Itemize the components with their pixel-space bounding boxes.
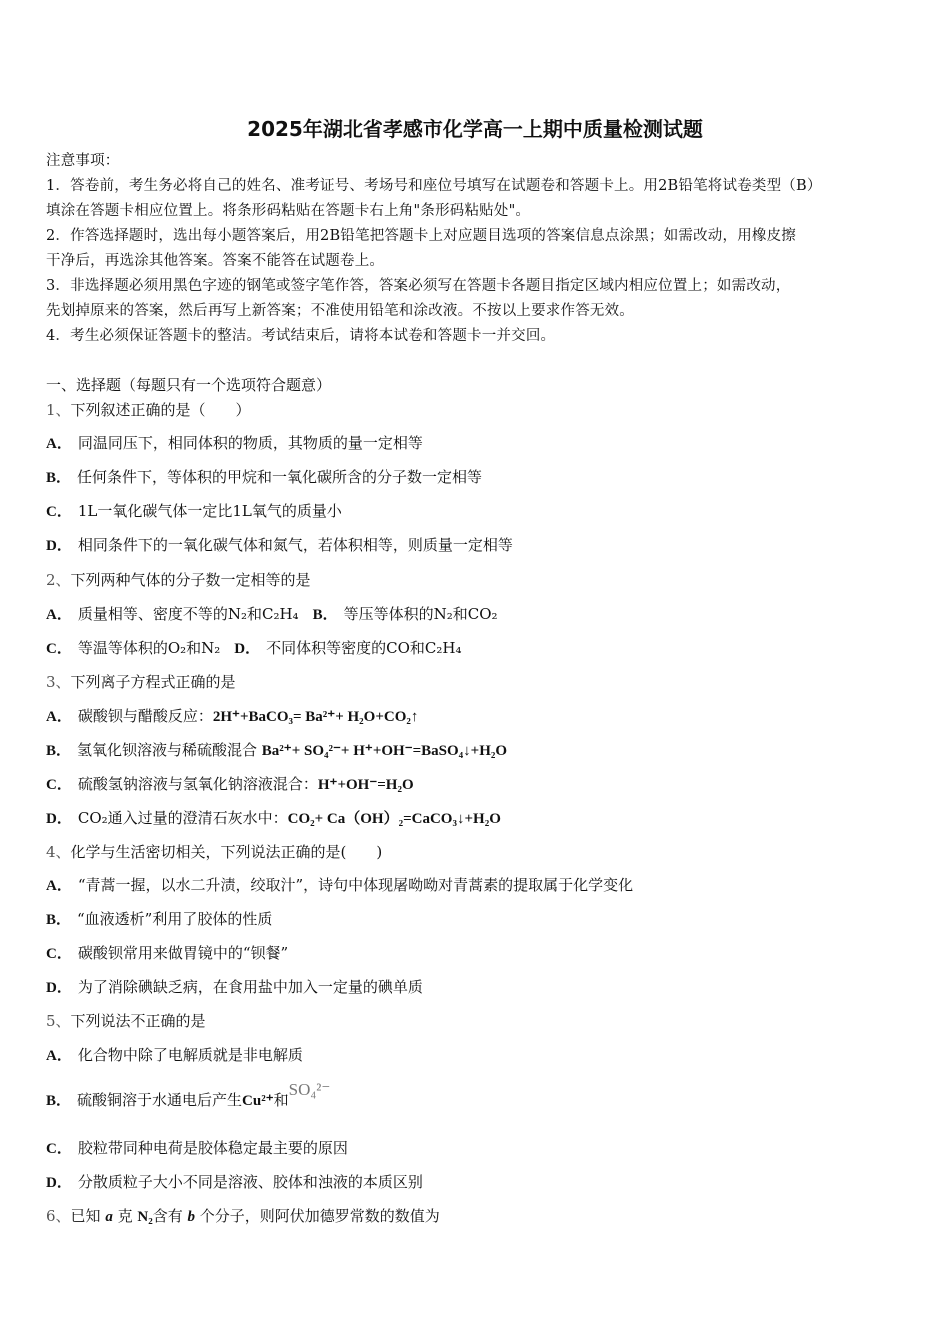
option — [46, 433, 423, 454]
question-number: 4、 — [46, 843, 71, 861]
note-line: 3．非选择题必须用黑色字迹的钢笔或签字笔作答，答案必须写在答题卡各题目指定区域内相应位置上；如需改动， — [46, 278, 791, 294]
question-text: 已知 — [70, 1207, 106, 1225]
option-text: 相同条件下的一氧化碳气体和氮气，若体积相等，则质量一定相等 — [77, 536, 513, 554]
option-label: A． — [46, 607, 72, 623]
notes-heading: 注意事项： — [46, 153, 120, 169]
question-2-stem — [46, 570, 311, 590]
note-line: 干净后，再选涂其他答案。答案不能答在试题卷上。 — [46, 253, 385, 269]
option-row — [46, 638, 462, 659]
option-text: 1L一氧化碳气体一定比1L氧气的质量小 — [77, 502, 342, 520]
option — [46, 1080, 331, 1111]
option-label: D． — [46, 1175, 72, 1191]
variable-b: b — [187, 1209, 195, 1225]
chemical-equation: 2H⁺+BaCO₃= Ba²⁺+ H₂O+CO₂↑ — [212, 709, 419, 725]
question-text: 个分子，则阿伏加德罗常数的数值为 — [195, 1207, 440, 1225]
option-text: 碳酸钡常用来做胃镜中的“钡餐” — [77, 944, 289, 962]
question-5-stem — [46, 1011, 206, 1031]
option — [46, 1138, 348, 1159]
note-line: 1．答卷前，考生务必将自己的姓名、准考证号、考场号和座位号填写在试题卷和答题卡上。用2B铅笔将试卷类型（B） — [46, 178, 822, 194]
option-label: C． — [46, 641, 72, 657]
question-text: 克 — [112, 1207, 138, 1225]
option-label: C． — [46, 1141, 72, 1157]
chemical-formula: Cu²⁺ — [242, 1093, 274, 1109]
option-label: C． — [46, 504, 72, 520]
question-number: 5、 — [46, 1012, 71, 1030]
page-title: 2025年湖北省孝感市化学高一上期中质量检测试题 — [247, 117, 703, 141]
sulfate-formula-image: SO₄²⁻ — [288, 1080, 331, 1099]
question-6-stem — [46, 1206, 440, 1227]
variable-a: a — [105, 1209, 113, 1225]
option-text: 等压等体积的N₂和CO₂ — [343, 605, 498, 623]
question-text: 下列说法不正确的是 — [70, 1012, 206, 1030]
question-text: 下列离子方程式正确的是 — [70, 673, 236, 691]
option — [46, 467, 482, 488]
note-line: 填涂在答题卡相应位置上。将条形码粘贴在答题卡右上角"条形码粘贴处"。 — [46, 203, 531, 219]
option-label: A． — [46, 878, 72, 894]
question-3-stem — [46, 672, 236, 692]
option-text: 不同体积等密度的CO和C₂H₄ — [266, 639, 462, 657]
question-text: 化学与生活密切相关，下列说法正确的是( ) — [70, 843, 383, 861]
question-number: 3、 — [46, 673, 71, 691]
option-text: 等温等体积的O₂和N₂ — [77, 639, 221, 657]
option-text: 为了消除碘缺乏病，在食用盐中加入一定量的碘单质 — [77, 978, 423, 996]
chemical-equation: CO₂+ Ca（OH）₂=CaCO₃↓+H₂O — [287, 811, 501, 827]
option-label: D． — [46, 538, 72, 554]
option-label: B． — [46, 470, 72, 486]
option-text: “血液透析”利用了胶体的性质 — [77, 910, 273, 928]
option-label: B． — [46, 1093, 72, 1109]
option-text: CO₂通入过量的澄清石灰水中： — [77, 809, 288, 827]
option-label: D． — [234, 641, 261, 657]
option — [46, 501, 342, 522]
note-line: 4．考生必须保证答题卡的整洁。考试结束后，请将本试卷和答题卡一并交回。 — [46, 328, 556, 344]
option — [46, 1172, 423, 1193]
option — [46, 977, 423, 998]
option-text: 化合物中除了电解质就是非电解质 — [77, 1046, 303, 1064]
option-label: C． — [46, 777, 72, 793]
option-text: 和 — [273, 1091, 289, 1109]
option-text: 碳酸钡与醋酸反应： — [77, 707, 213, 725]
question-text: 下列叙述正确的是（ ） — [70, 401, 251, 419]
chemical-equation: Ba²⁺+ SO₄²⁻+ H⁺+OH⁻=BaSO₄↓+H₂O — [261, 743, 508, 759]
option-text: 硫酸铜溶于水通电后产生 — [77, 1091, 243, 1109]
question-text: 下列两种气体的分子数一定相等的是 — [70, 571, 311, 589]
option-text: 任何条件下，等体积的甲烷和一氧化碳所含的分子数一定相等 — [77, 468, 483, 486]
option — [46, 740, 507, 761]
option-label: D． — [46, 811, 72, 827]
question-number: 6、 — [46, 1207, 71, 1225]
option — [46, 875, 633, 896]
option-text: 胶粒带同种电荷是胶体稳定最主要的原因 — [77, 1139, 348, 1157]
option — [46, 706, 418, 727]
option-text: 硫酸氢钠溶液与氢氧化钠溶液混合： — [77, 775, 318, 793]
question-text: 含有 — [152, 1207, 188, 1225]
option — [46, 943, 288, 964]
option — [46, 909, 272, 930]
option-label: A． — [46, 436, 72, 452]
option-text: 同温同压下，相同体积的物质，其物质的量一定相等 — [77, 434, 423, 452]
option — [46, 1045, 303, 1066]
chemical-formula: N₂ — [137, 1209, 153, 1225]
option-label: B． — [46, 743, 72, 759]
option-label: C． — [46, 946, 72, 962]
note-line: 先划掉原来的答案，然后再写上新答案；不准使用铅笔和涂改液。不按以上要求作答无效。 — [46, 303, 634, 319]
section-heading: 一、选择题（每题只有一个选项符合题意） — [46, 376, 332, 394]
option-label: A． — [46, 1048, 72, 1064]
option-text: 质量相等、密度不等的N₂和C₂H₄ — [77, 605, 299, 623]
question-1-stem — [46, 400, 251, 420]
note-line: 2．作答选择题时，选出每小题答案后，用2B铅笔把答题卡上对应题目选项的答案信息点涂黑；如需改动，用橡皮擦 — [46, 228, 797, 244]
option-row — [46, 604, 498, 625]
option-label: B． — [312, 607, 338, 623]
option-label: D． — [46, 980, 72, 996]
question-number: 2、 — [46, 571, 71, 589]
chemical-equation: H⁺+OH⁻=H₂O — [317, 777, 414, 793]
option-text: “青蒿一握，以水二升渍，绞取汁”，诗句中体现屠呦呦对青蒿素的提取属于化学变化 — [77, 876, 634, 894]
option — [46, 774, 414, 795]
option-text: 氢氧化钡溶液与稀硫酸混合 — [77, 741, 262, 759]
question-number: 1、 — [46, 401, 71, 419]
option-label: B． — [46, 912, 72, 928]
option — [46, 808, 501, 829]
option-text: 分散质粒子大小不同是溶液、胶体和浊液的本质区别 — [77, 1173, 423, 1191]
question-4-stem — [46, 842, 382, 862]
option-label: A． — [46, 709, 72, 725]
option — [46, 535, 513, 556]
